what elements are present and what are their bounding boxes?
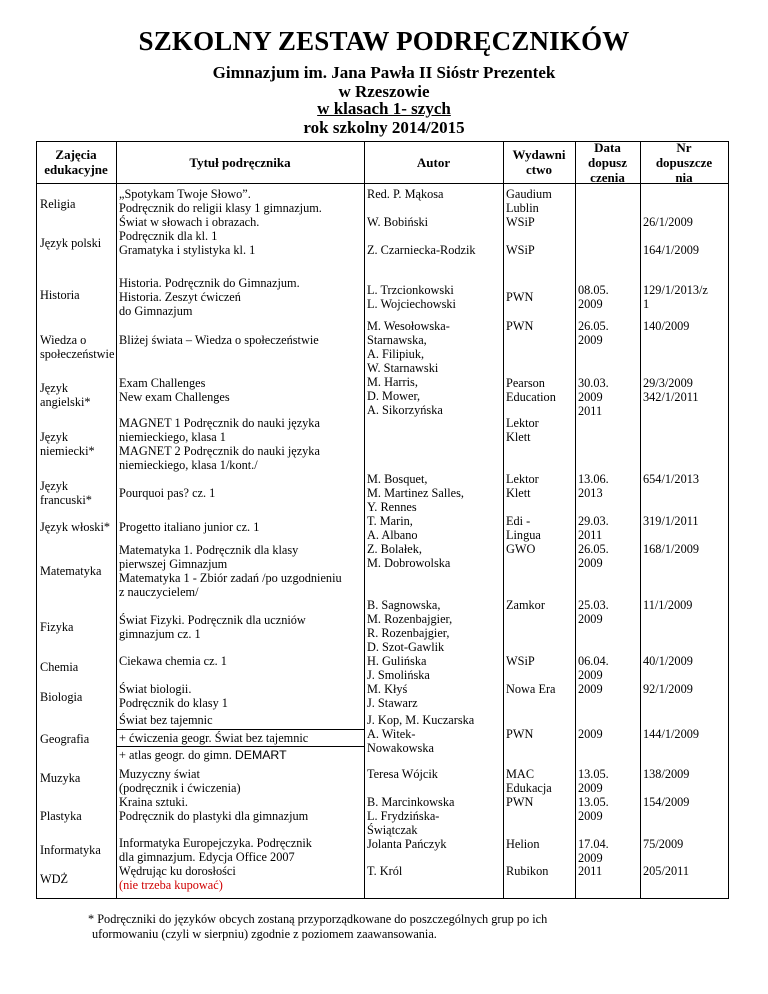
subject-niemiecki-line1: Język xyxy=(40,430,68,444)
author-line: T. Marin, xyxy=(367,514,413,528)
table-line xyxy=(36,141,37,898)
author-line: Y. Rennes xyxy=(367,500,417,514)
class-heading-text: w klasach 1- szych xyxy=(317,99,451,118)
date-line: 2009 xyxy=(578,851,603,865)
title-line: Pourquoi pas? cz. 1 xyxy=(119,486,216,500)
subject-religia: Religia xyxy=(40,197,76,211)
publisher-line: PWN xyxy=(506,290,534,304)
title-line: Świat Fizyki. Podręcznik dla uczniów xyxy=(119,613,306,627)
subject-wos-line2: społeczeństwie xyxy=(40,347,115,361)
subject-angielski-line1: Język xyxy=(40,381,68,395)
approval-number: 11/1/2009 xyxy=(643,598,693,612)
title-line: MAGNET 2 Podręcznik do nauki języka xyxy=(119,444,320,458)
title-line: Historia. Zeszyt ćwiczeń xyxy=(119,290,241,304)
approval-number: 129/1/2013/z xyxy=(643,283,708,297)
approval-number: 29/3/2009 xyxy=(643,376,693,390)
subject-wos-line1: Wiedza o xyxy=(40,333,87,347)
header-number-line2: dopuszcze xyxy=(655,155,713,170)
date-line: 2009 xyxy=(578,727,603,741)
publisher-line: Edi - xyxy=(506,514,531,528)
header-date xyxy=(575,140,640,185)
title-line: Muzyczny świat xyxy=(119,767,200,781)
approval-number: 319/1/2011 xyxy=(643,514,699,528)
title-line: Podręcznik do plastyki dla gimnazjum xyxy=(119,809,309,823)
author-line: M. Wesołowska- xyxy=(367,319,450,333)
approval-number: 75/2009 xyxy=(643,837,684,851)
author-line: Starnawska, xyxy=(367,333,427,347)
date-line: 17.04. xyxy=(578,837,609,851)
subject-polski: Język polski xyxy=(40,236,102,250)
publisher-line: Zamkor xyxy=(506,598,545,612)
title-line: Exam Challenges xyxy=(119,376,206,390)
table-line xyxy=(640,141,641,898)
subject-wloski: Język włoski* xyxy=(40,520,111,534)
header-subject xyxy=(36,147,116,177)
publisher-line: MAC xyxy=(506,767,535,781)
header-publisher-line2: ctwo xyxy=(526,162,552,177)
title-line: pierwszej Gimnazjum xyxy=(119,557,228,571)
title-line xyxy=(119,748,287,762)
title-line: Gramatyka i stylistyka kl. 1 xyxy=(119,243,256,257)
author-line: A. Filipiuk, xyxy=(367,347,425,361)
author-line: A. Witek- xyxy=(367,727,416,741)
author-line: M. Rozenbajgier, xyxy=(367,612,453,626)
publisher-line: Helion xyxy=(506,837,540,851)
title-note: (nie trzeba kupować) xyxy=(119,878,223,892)
title-line: niemieckiego, klasa 1/kont./ xyxy=(119,458,258,472)
title-line: Wędrując ku dorosłości xyxy=(119,864,236,878)
approval-number: 205/2011 xyxy=(643,864,689,878)
date-line: 2011 xyxy=(578,864,603,878)
title-line: Matematyka 1 - Zbiór zadań /po uzgodnieniu xyxy=(119,571,342,585)
subject-muzyka: Muzyka xyxy=(40,771,81,785)
footnote-line2: uformowaniu (czyli w sierpniu) zgodnie z poziomem zaawansowania. xyxy=(92,927,437,941)
publisher-line: GWO xyxy=(506,542,536,556)
table-line xyxy=(503,141,504,898)
title-line: Progetto italiano junior cz. 1 xyxy=(119,520,260,534)
author-line: L. Frydzińska- xyxy=(367,809,440,823)
header-author: Autor xyxy=(416,155,451,170)
date-line: 2011 xyxy=(578,528,603,542)
table-line xyxy=(116,141,117,898)
author-line: L. Trzcionkowski xyxy=(367,283,454,297)
date-line: 08.05. xyxy=(578,283,609,297)
publisher-line: Gaudium xyxy=(506,187,552,201)
date-line: 2009 xyxy=(578,668,603,682)
document-title: SZKOLNY ZESTAW PODRĘCZNIKÓW xyxy=(138,26,630,56)
date-line: 06.04. xyxy=(578,654,609,668)
approval-number: 144/1/2009 xyxy=(643,727,700,741)
title-line-part: + atlas geogr. do gimn. xyxy=(119,748,235,762)
date-line: 2009 xyxy=(578,333,603,347)
header-title: Tytuł podręcznika xyxy=(189,155,291,170)
title-line: (podręcznik i ćwiczenia) xyxy=(119,781,241,795)
date-line: 2009 xyxy=(578,781,603,795)
author-line: M. Bosquet, xyxy=(367,472,428,486)
publisher-line: PWN xyxy=(506,319,534,333)
publisher-line: Lektor xyxy=(506,472,539,486)
approval-number: 40/1/2009 xyxy=(643,654,693,668)
publisher-line: Lublin xyxy=(506,201,539,215)
subject-fizyka: Fizyka xyxy=(40,620,74,634)
title-line: Historia. Podręcznik do Gimnazjum. xyxy=(119,276,300,290)
publisher-line: PWN xyxy=(506,727,534,741)
subject-matematyka: Matematyka xyxy=(40,564,102,578)
author-line: T. Król xyxy=(367,864,403,878)
subject-chemia: Chemia xyxy=(40,660,79,674)
date-line: 26.05. xyxy=(578,319,609,333)
author-line: W. Bobiński xyxy=(367,215,429,229)
author-line: Świątczak xyxy=(367,823,418,837)
approval-number: 154/2009 xyxy=(643,795,690,809)
subject-francuski-line1: Język xyxy=(40,479,68,493)
author-line: W. Starnawski xyxy=(367,361,439,375)
header-date-line3: czenia xyxy=(590,170,625,185)
subject-wdz: WDŻ xyxy=(40,872,68,886)
author-line: B. Sagnowska, xyxy=(367,598,441,612)
date-line: 2009 xyxy=(578,809,603,823)
approval-number: 92/1/2009 xyxy=(643,682,693,696)
footnote xyxy=(88,912,547,942)
date-line: 2009 xyxy=(578,390,603,404)
subject-historia: Historia xyxy=(40,288,80,302)
title-line: Podręcznik dla kl. 1 xyxy=(119,229,218,243)
date-line: 2013 xyxy=(578,486,603,500)
approval-number: 342/1/2011 xyxy=(643,390,699,404)
title-line: Podręcznik do klasy 1 xyxy=(119,696,228,710)
date-line: 13.05. xyxy=(578,767,609,781)
title-line-part: DEMART xyxy=(234,748,287,762)
author-line: M. Dobrowolska xyxy=(367,556,451,570)
date-line: 2009 xyxy=(578,556,603,570)
header-number-line1: Nr xyxy=(676,140,692,155)
author-line: Jolanta Pańczyk xyxy=(367,837,447,851)
date-line: 2009 xyxy=(578,682,603,696)
title-line: Świat bez tajemnic xyxy=(119,713,213,727)
subject-francuski-line2: francuski* xyxy=(40,493,92,507)
class-heading xyxy=(0,99,768,119)
header-publisher-line1: Wydawni xyxy=(512,147,566,162)
publisher-line: WSiP xyxy=(506,215,535,229)
author-line: M. Kłyś xyxy=(367,682,408,696)
subject-biologia: Biologia xyxy=(40,690,83,704)
author-line: D. Szot-Gawlik xyxy=(367,640,445,654)
date-line: 2011 xyxy=(578,404,603,418)
title-line: MAGNET 1 Podręcznik do nauki języka xyxy=(119,416,320,430)
approval-number: 654/1/2013 xyxy=(643,472,700,486)
author-line: A. Sikorzyńska xyxy=(367,403,443,417)
author-line: A. Albano xyxy=(367,528,418,542)
title-line: Ciekawa chemia cz. 1 xyxy=(119,654,227,668)
author-line: Z. Czarniecka-Rodzik xyxy=(367,243,476,257)
title-line: gimnazjum cz. 1 xyxy=(119,627,201,641)
author-line: R. Rozenbajgier, xyxy=(367,626,450,640)
school-name-line1: Gimnazjum im. Jana Pawła II Sióstr Prezentek xyxy=(212,63,556,82)
title-line: Bliżej świata – Wiedza o społeczeństwie xyxy=(119,333,319,347)
author-line: Teresa Wójcik xyxy=(367,767,438,781)
publisher-line: Klett xyxy=(506,430,531,444)
table-line xyxy=(575,141,576,898)
approval-number: 26/1/2009 xyxy=(643,215,693,229)
approval-number: 168/1/2009 xyxy=(643,542,700,556)
table-line xyxy=(116,729,364,730)
header-subject-line1: Zajęcia xyxy=(55,147,97,162)
date-line: 25.03. xyxy=(578,598,609,612)
school-name-line2: w Rzeszowie xyxy=(338,82,430,101)
header-number xyxy=(640,140,728,185)
title-line: dla gimnazjum. Edycja Office 2007 xyxy=(119,850,295,864)
date-line: 26.05. xyxy=(578,542,609,556)
title-line: „Spotykam Twoje Słowo”. xyxy=(119,187,251,201)
title-line: Informatyka Europejczyka. Podręcznik xyxy=(119,836,312,850)
title-line: Podręcznik do religii klasy 1 gimnazjum. xyxy=(119,201,322,215)
subject-niemiecki-line2: niemiecki* xyxy=(40,444,95,458)
approval-number: 164/1/2009 xyxy=(643,243,700,257)
title-line: + ćwiczenia geogr. Świat bez tajemnic xyxy=(119,731,309,745)
title-line: niemieckiego, klasa 1 xyxy=(119,430,226,444)
author-line: Nowakowska xyxy=(367,741,434,755)
publisher-line: Lingua xyxy=(506,528,541,542)
publisher-line: Pearson xyxy=(506,376,545,390)
table-line xyxy=(364,141,365,898)
author-line: J. Smolińska xyxy=(367,668,430,682)
subject-geografia: Geografia xyxy=(40,732,90,746)
table-line xyxy=(36,898,729,899)
author-line: H. Gulińska xyxy=(367,654,427,668)
publisher-line: Nowa Era xyxy=(506,682,556,696)
title-line: Kraina sztuki. xyxy=(119,795,188,809)
publisher-line: WSiP xyxy=(506,243,535,257)
publisher-line: Rubikon xyxy=(506,864,549,878)
date-line: 2009 xyxy=(578,297,603,311)
publisher-line: WSiP xyxy=(506,654,535,668)
author-line: J. Kop, M. Kuczarska xyxy=(367,713,475,727)
author-line: J. Stawarz xyxy=(367,696,418,710)
publisher-line: Edukacja xyxy=(506,781,552,795)
title-line: z nauczycielem/ xyxy=(119,585,199,599)
subject-plastyka: Plastyka xyxy=(40,809,82,823)
date-line: 13.05. xyxy=(578,795,609,809)
subject-angielski-line2: angielski* xyxy=(40,395,91,409)
header-publisher xyxy=(503,147,575,177)
date-line: 29.03. xyxy=(578,514,609,528)
header-number-line3: nia xyxy=(675,170,693,185)
subject-informatyka: Informatyka xyxy=(40,843,101,857)
author-line: B. Marcinkowska xyxy=(367,795,455,809)
approval-number: 140/2009 xyxy=(643,319,690,333)
school-name xyxy=(0,63,768,101)
school-year: rok szkolny 2014/2015 xyxy=(303,118,465,137)
publisher-line: Lektor xyxy=(506,416,539,430)
publisher-line: PWN xyxy=(506,795,534,809)
title-line: Świat w słowach i obrazach. xyxy=(119,215,260,229)
title-line: Świat biologii. xyxy=(119,682,192,696)
header-date-line1: Data xyxy=(594,140,621,155)
header-subject-line2: edukacyjne xyxy=(44,162,108,177)
publisher-line: Education xyxy=(506,390,556,404)
date-line: 13.06. xyxy=(578,472,609,486)
author-line: Z. Bolałek, xyxy=(367,542,422,556)
date-line: 30.03. xyxy=(578,376,609,390)
author-line: M. Martinez Salles, xyxy=(367,486,464,500)
author-line: D. Mower, xyxy=(367,389,421,403)
approval-number: 1 xyxy=(643,297,650,311)
title-line: do Gimnazjum xyxy=(119,304,193,318)
date-line: 2009 xyxy=(578,612,603,626)
approval-number: 138/2009 xyxy=(643,767,690,781)
footnote-line1: * Podręczniki do języków obcych zostaną przyporządkowane do poszczególnych grup po ich xyxy=(88,912,548,926)
author-line: L. Wojciechowski xyxy=(367,297,456,311)
publisher-line: Klett xyxy=(506,486,531,500)
table-line xyxy=(116,746,364,747)
author-line: M. Harris, xyxy=(367,375,418,389)
table-line xyxy=(728,141,729,898)
author-line: Red. P. Mąkosa xyxy=(367,187,444,201)
title-line: Matematyka 1. Podręcznik dla klasy xyxy=(119,543,299,557)
title-line: New exam Challenges xyxy=(119,390,230,404)
header-date-line2: dopusz xyxy=(587,155,628,170)
